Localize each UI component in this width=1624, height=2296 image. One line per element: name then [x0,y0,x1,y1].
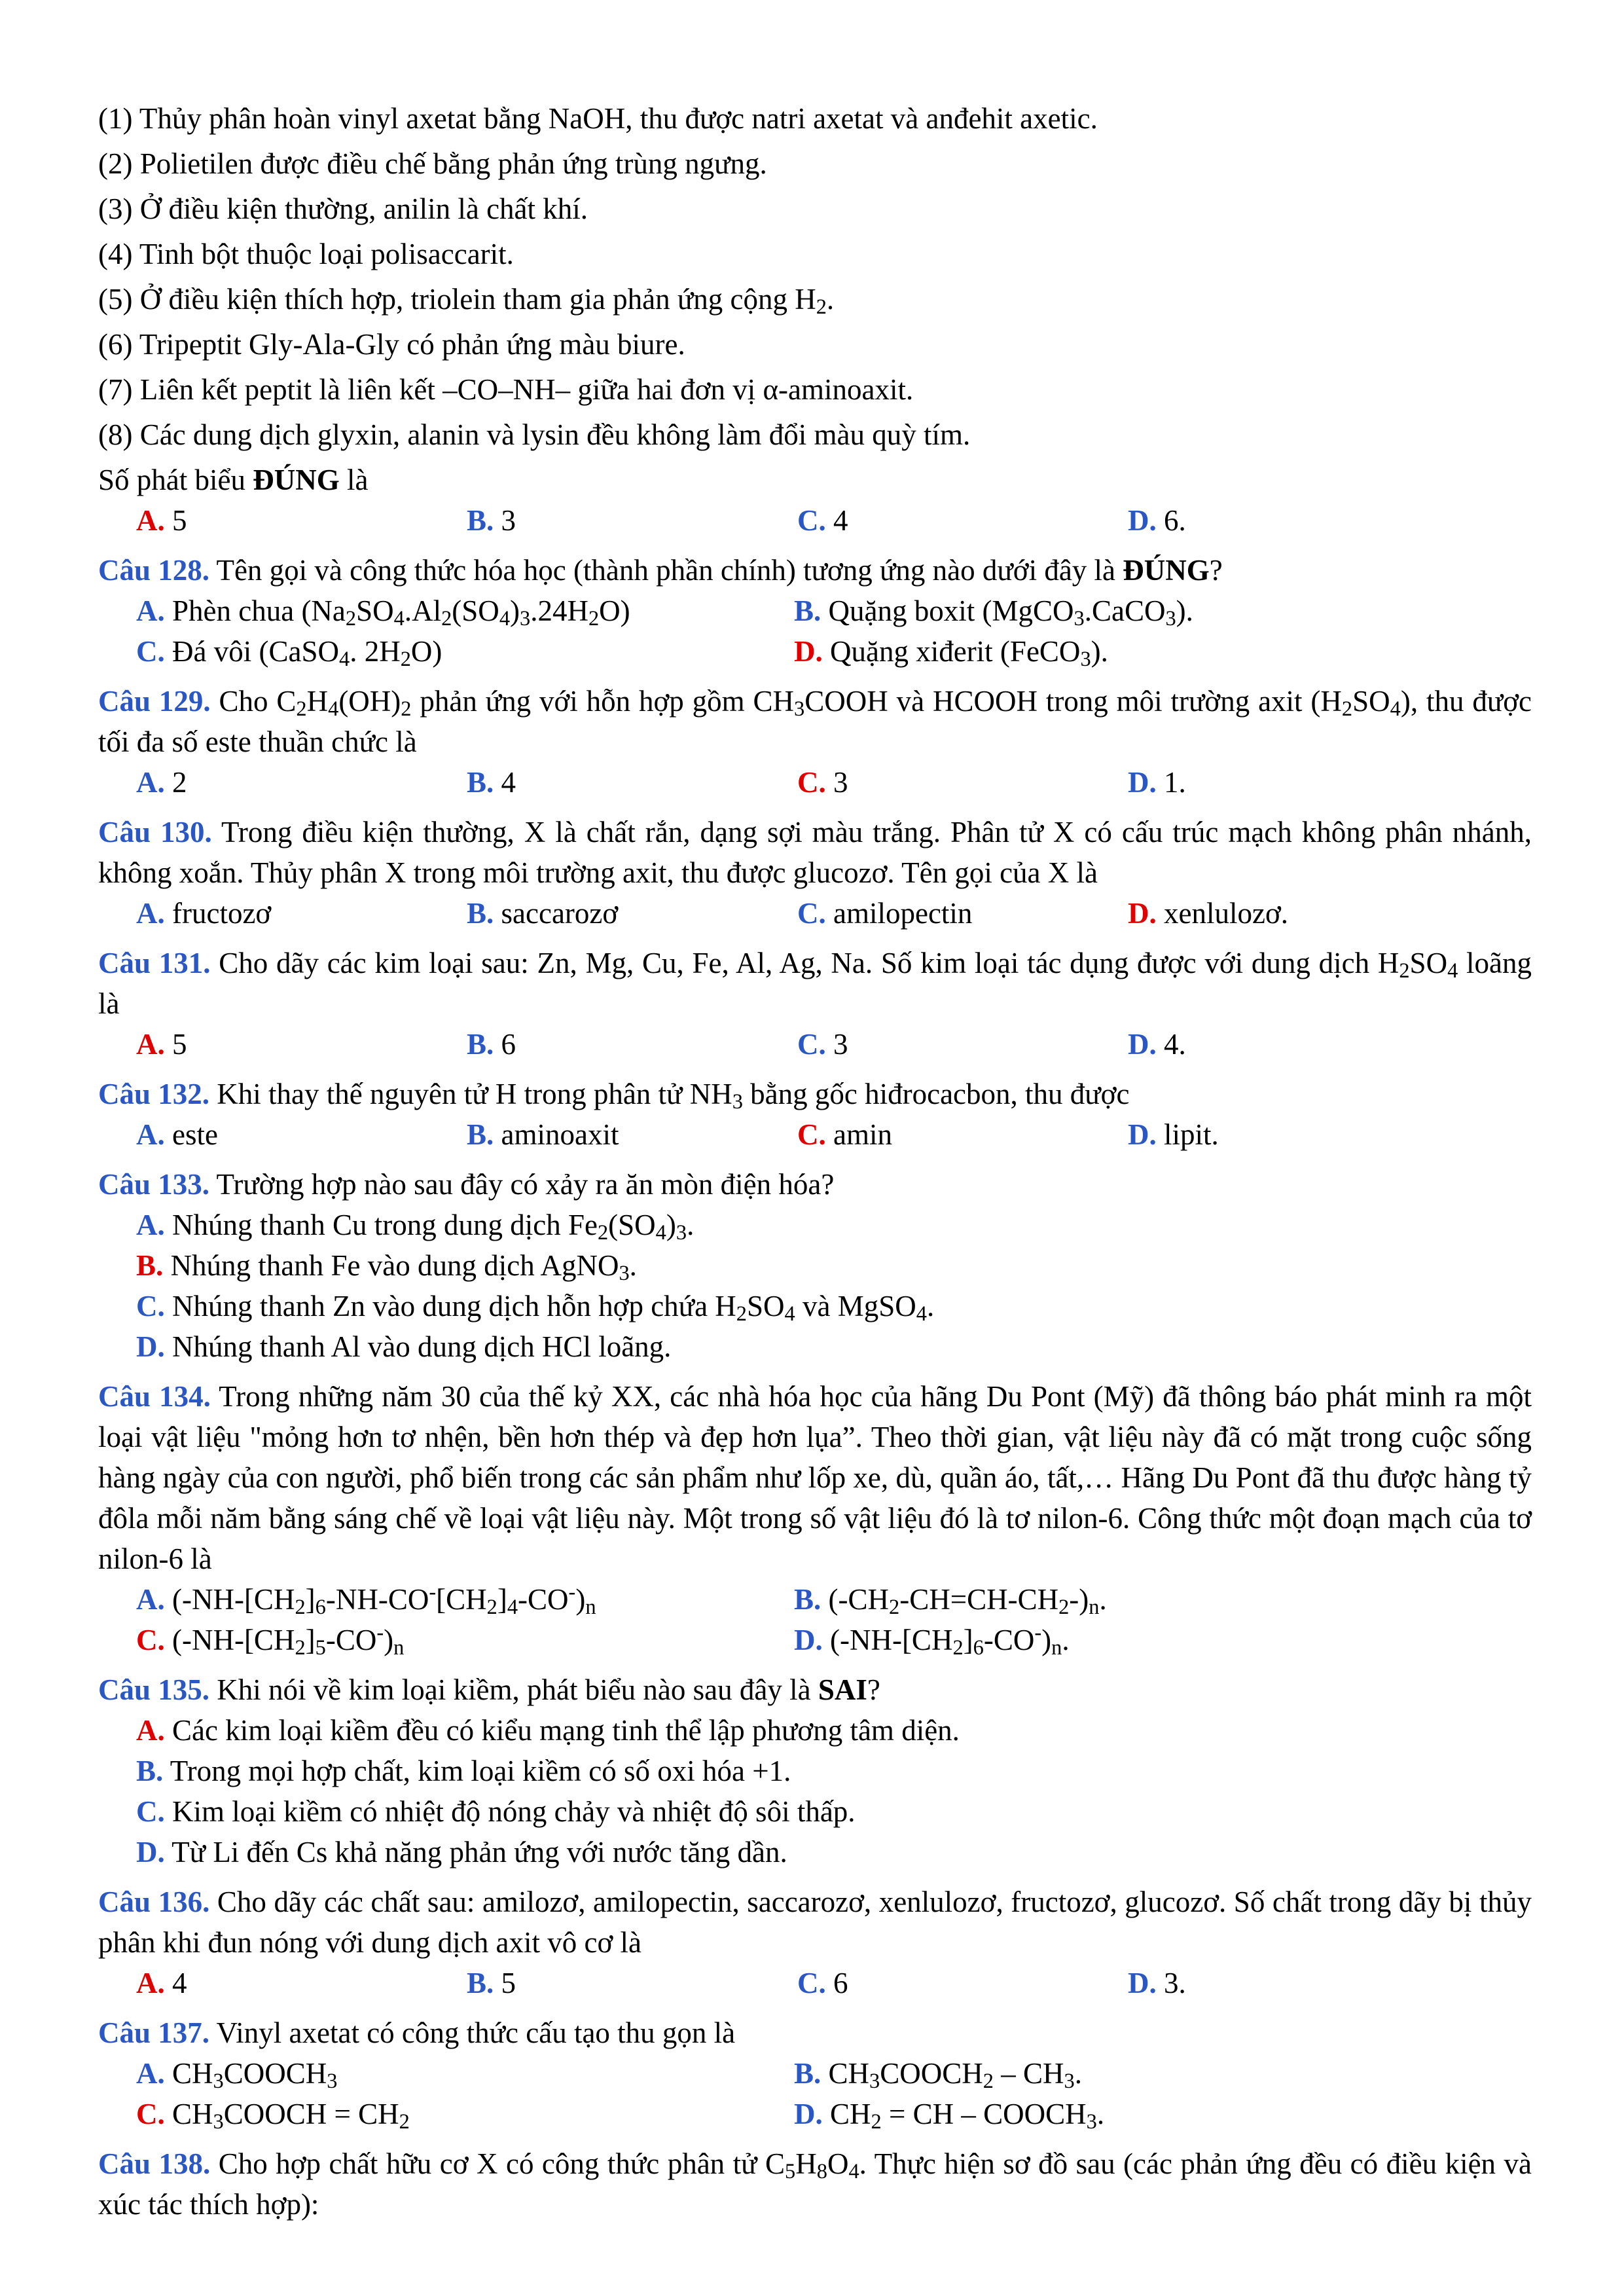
question-number: Câu 129. [98,685,211,718]
question-130-options [136,893,1532,934]
option-b[interactable]: B. Quặng boxit (MgCO$_3$.CaCO$_3$). [794,594,1193,631]
statement-6: (6) Tripeptit Gly-Ala-Gly có phản ứng màu biure. [98,328,685,361]
option-c[interactable]: C. 3 [797,766,848,799]
option-c[interactable]: C. 6 [797,1967,848,1999]
question-130: Câu 130. Trong điều kiện thường, X là chất rắn, dạng sợi màu trắng. Phân tử X có cấu trúc mạch không phân nhánh, không xoắn. Thủy phân X trong môi trường axit, thu được glucozơ. Tên gọi của X là [98,816,1532,889]
question-128-options-row1 [136,591,1532,631]
question-137-options-row1 [136,2053,1532,2094]
question-136-options [136,1963,1532,2003]
question-138: Câu 138. Cho hợp chất hữu cơ X có công thức phân tử $C_5H_8O_4$. Thực hiện sơ đồ sau (các phản ứng đều có điều kiện và xúc tác thích hợp): [98,2147,1532,2221]
option-d[interactable]: D. 6. [1128,504,1186,537]
option-c[interactable]: C. $CH_3COOCH = CH_2$ [136,2098,410,2134]
question-134-options-row1 [136,1579,1532,1620]
question-number: Câu 135. [98,1673,210,1706]
option-d[interactable]: D. $CH_2$ = CH – $COOCH_3$. [794,2098,1105,2134]
option-c[interactable]: C. 3 [797,1028,848,1061]
option-b[interactable]: B. 3 [467,504,516,537]
option-b[interactable]: B. 4 [467,766,516,799]
question-number: Câu 134. [98,1380,211,1413]
option-b[interactable]: B. Trong mọi hợp chất, kim loại kiềm có số oxi hóa +1. [136,1755,791,1787]
option-a[interactable]: A. Nhúng thanh Cu trong dung dịch $Fe_2(SO_4)_3$. [136,1209,695,1245]
option-c[interactable]: C. Đá vôi (CaSO$_4$. $2H_2O$) [136,635,442,672]
question-133: Câu 133. Trường hợp nào sau đây có xảy ra ăn mòn điện hóa? [98,1168,835,1201]
option-c[interactable]: C. amilopectin [797,897,973,930]
option-d[interactable]: D. 3. [1128,1967,1186,1999]
option-d[interactable]: D. Nhúng thanh Al vào dung dịch HCl loãng. [136,1330,672,1363]
question-128-options-row2 [136,631,1532,672]
option-c[interactable]: C. $(-NH-[CH_2]_5-CO^-)_n$ [136,1621,405,1660]
statement-1: (1) Thủy phân hoàn vinyl axetat bằng NaOH, thu được natri axetat và anđehit axetic. [98,102,1098,135]
option-b[interactable]: B. $(-CH_2-CH=CH-CH_2-)_n$. [794,1583,1107,1620]
statement-3: (3) Ở điều kiện thường, anilin là chất khí. [98,192,588,225]
option-c[interactable]: C. Nhúng thanh Zn vào dung dịch hỗn hợp chứa $H_2SO_4$ và MgSO$_4$. [136,1290,935,1326]
option-d[interactable]: D. Từ Li đến Cs khả năng phản ứng với nước tăng dần. [136,1836,787,1868]
question-136: Câu 136. Cho dãy các chất sau: amilozơ, amilopectin, saccarozơ, xenlulozơ, fructozơ, glucozơ. Số chất trong dãy bị thủy phân khi đun nóng với dung dịch axit vô cơ là [98,1886,1532,1959]
question-127-options [136,500,1532,541]
question-127-stem: Số phát biểu ĐÚNG là [98,464,369,496]
question-137: Câu 137. Vinyl axetat có công thức cấu tạo thu gọn là [98,2016,736,2049]
option-d[interactable]: D. xenlulozơ. [1128,897,1288,930]
option-c[interactable]: C. Kim loại kiềm có nhiệt độ nóng chảy và nhiệt độ sôi thấp. [136,1795,856,1828]
statement-4: (4) Tinh bột thuộc loại polisaccarit. [98,238,514,270]
question-number: Câu 130. [98,816,212,848]
statement-2: (2) Polietilen được điều chế bằng phản ứng trùng ngưng. [98,147,767,180]
option-b[interactable]: B. 6 [467,1028,516,1061]
option-a[interactable]: A. Phèn chua $(Na_2SO_4.Al_2(SO_4)_3.24H_2O)$ [136,594,630,631]
question-131: Câu 131. Cho dãy các kim loại sau: Zn, Mg, Cu, Fe, Al, Ag, Na. Số kim loại tác dụng được với dung dịch $H_2SO_4$ loãng là [98,947,1532,1020]
option-b[interactable]: B. $CH_3COOCH_2 - CH_3$. [794,2057,1082,2094]
option-b[interactable]: B. saccarozơ [467,897,619,930]
option-a[interactable]: A. 4 [136,1967,187,1999]
question-131-options [136,1024,1532,1065]
question-number: Câu 137. [98,2016,210,2049]
question-132: Câu 132. Khi thay thế nguyên tử H trong phân tử $NH_3$ bằng gốc hiđrocacbon, thu được [98,1078,1130,1114]
question-135: Câu 135. Khi nói về kim loại kiềm, phát biểu nào sau đây là SAI? [98,1673,880,1706]
option-c[interactable]: C. amin [797,1118,892,1151]
question-132-options [136,1114,1532,1155]
option-b[interactable]: B. aminoaxit [467,1118,619,1151]
exam-page [98,98,1532,2225]
question-129: Câu 129. Cho $C_2H_4(OH)_2$ phản ứng với hỗn hợp gồm $CH_3COOH$ và HCOOH trong môi trường axit $(H_2SO_4)$, thu được tối đa số este thuần chức là [98,685,1532,758]
question-number: Câu 138. [98,2147,211,2180]
question-number: Câu 136. [98,1886,210,1918]
option-a[interactable]: A. fructozơ [136,897,272,930]
question-134: Câu 134. Trong những năm 30 của thế kỷ XX, các nhà hóa học của hãng Du Pont (Mỹ) đã thông báo phát minh ra một loại vật liệu "mỏng hơn tơ nhện, bền hơn thép và đẹp hơn lụa”. Theo thời gian, vật liệu này đã có mặt trong cuộc sống hàng ngày của con người, phổ biến trong các sản phẩm như lốp xe, dù, quần áo, tất,… Hãng Du Pont đã thu được hàng tỷ đôla mỗi năm bằng sáng chế về loại vật liệu này. Một trong số vật liệu đó là tơ nilon-6. Công thức một đoạn mạch của tơ nilon-6 là [98,1380,1532,1575]
question-128: Câu 128. Tên gọi và công thức hóa học (thành phần chính) tương ứng nào dưới đây là ĐÚNG? [98,554,1223,587]
option-d[interactable]: D. $(-NH-[CH_2]_6-CO^-)_n$. [794,1621,1070,1660]
option-a[interactable]: A. Các kim loại kiềm đều có kiểu mạng tinh thể lập phương tâm diện. [136,1714,960,1747]
statement-5: (5) Ở điều kiện thích hợp, triolein tham gia phản ứng cộng $H_2$. [98,283,835,319]
statement-8: (8) Các dung dịch glyxin, alanin và lysin đều không làm đổi màu quỳ tím. [98,418,971,451]
option-a[interactable]: A. $CH_3COOCH_3$ [136,2057,338,2094]
option-a[interactable]: A. 5 [136,504,187,537]
option-a[interactable]: A. 5 [136,1028,187,1061]
option-d[interactable]: D. 1. [1128,766,1186,799]
question-number: Câu 133. [98,1168,210,1201]
option-a[interactable]: A. $(-NH-[CH_2]_6-NH-CO^-[CH_2]_4-CO^-)_n$ [136,1580,596,1620]
option-c[interactable]: C. 4 [797,504,848,537]
option-d[interactable]: D. 4. [1128,1028,1186,1061]
question-number: Câu 132. [98,1078,210,1110]
option-a[interactable]: A. este [136,1118,218,1151]
option-b[interactable]: B. 5 [467,1967,516,1999]
question-137-options-row2 [136,2094,1532,2134]
question-number: Câu 128. [98,554,210,587]
question-number: Câu 131. [98,947,211,979]
option-a[interactable]: A. 2 [136,766,187,799]
option-b[interactable]: B. Nhúng thanh Fe vào dung dịch AgNO$_3$. [136,1249,637,1286]
question-129-options [136,762,1532,803]
statement-7: (7) Liên kết peptit là liên kết –CO–NH– giữa hai đơn vị α-aminoaxit. [98,373,914,406]
option-d[interactable]: D. lipit. [1128,1118,1219,1151]
option-d[interactable]: D. Quặng xiđerit (FeCO$_3$). [794,635,1108,672]
question-134-options-row2 [136,1620,1532,1660]
